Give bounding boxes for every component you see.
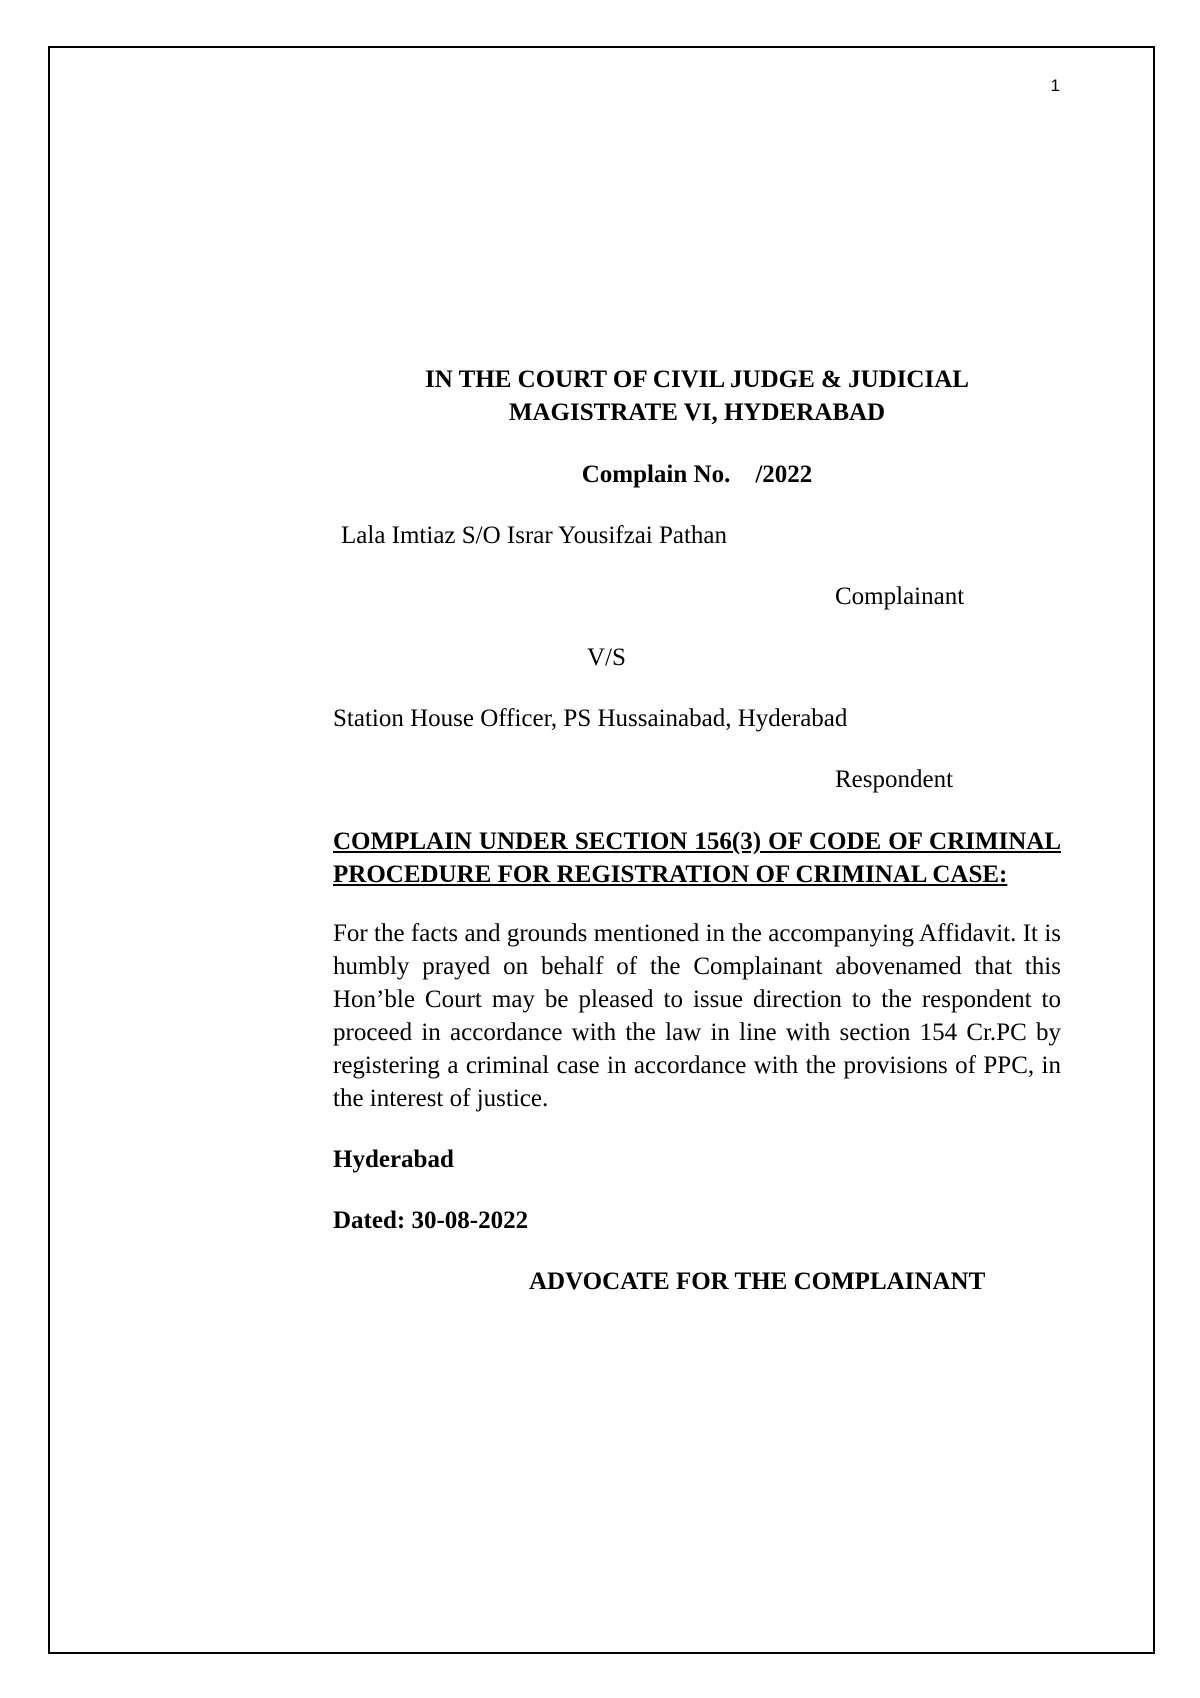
complainant-role: Complainant xyxy=(835,583,965,610)
court-title-line-1: IN THE COURT OF CIVIL JUDGE & JUDICIAL xyxy=(425,366,969,393)
court-title-line-2: MAGISTRATE VI, HYDERABAD xyxy=(508,399,886,426)
respondent-name: Station House Officer, PS Hussainabad, Hyderabad xyxy=(333,705,848,732)
date-label: Dated: 30-08-2022 xyxy=(333,1207,529,1234)
versus-label: V/S xyxy=(587,644,626,671)
complainant-name: Lala Imtiaz S/O Israr Yousifzai Pathan xyxy=(341,522,728,549)
document-body xyxy=(333,363,1061,1298)
place-label: Hyderabad xyxy=(333,1146,454,1173)
respondent-role: Respondent xyxy=(835,766,954,793)
complaint-body: For the facts and grounds mentioned in the accompanying Affidavit. It is humbly prayed on behalf of the Complainant abovenamed that this Hon’ble Court may be pleased to issue direction to the respondent to proceed in accordance with the law in line with section 154 Cr.PC by registering a criminal case in accordance with the provisions of PPC, in the interest of justice. xyxy=(333,920,1061,1112)
court-title xyxy=(367,363,1027,429)
complaint-heading: COMPLAIN UNDER SECTION 156(3) OF CODE OF CRIMINAL PROCEDURE FOR REGISTRATION OF CRIMINAL CASE: xyxy=(333,828,1061,888)
page-number: 1 xyxy=(1050,76,1060,95)
signatory-label: ADVOCATE FOR THE COMPLAINANT xyxy=(529,1268,986,1295)
complain-number: Complain No. /2022 xyxy=(581,461,813,488)
